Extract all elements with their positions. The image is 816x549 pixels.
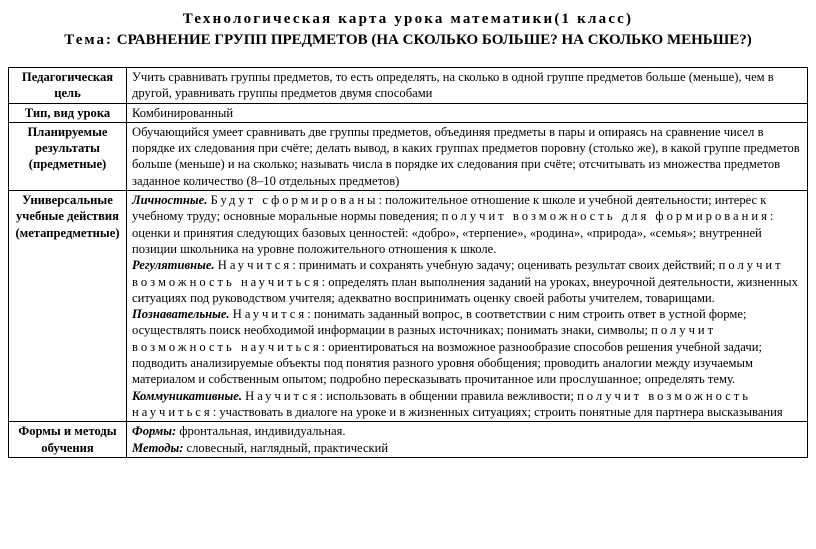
personal-text-1: : положительное отношение к школе и учебной деятельности; интерес к учебному труду; основные моральные нормы поведения; [132,193,767,224]
personal-block [132,192,803,257]
forms-line [132,423,803,439]
results-label: Планируемые результаты (предметные) [9,122,127,190]
cognitive-title: Познавательные. [132,307,230,322]
regulative-keyword-2: получит возможность научиться [132,258,784,289]
forms-text: фронтальная, индивидуальная. [176,424,346,439]
table-row [9,122,808,190]
personal-title: Личностные. [132,193,208,208]
communicative-block [132,388,803,421]
regulative-block [132,257,803,306]
cognitive-text-1: : понимать заданный вопрос, в соответствии с ним строить ответ в устной форме; осуществлять поиск необходимой информации в разных источниках; понимать знаки, символы; [132,307,747,338]
methods-title: Методы: [132,440,184,455]
cognitive-text-2: : ориентироваться на возможное разнообразие способов решения учебной задачи; подводить анализируемые объекты под понятия разного уровня обобщения; проводить аналогии между изучаемым материалом и собственным опытом; подробно пересказывать прочитанное или прослушанное; определять тему. [132,339,762,387]
regulative-title: Регулятивные. [132,258,215,273]
regulative-text-1: : принимать и сохранять учебную задачу; оценивать результат своих действий; [292,258,716,273]
topic-text: СРАВНЕНИЕ ГРУПП ПРЕДМЕТОВ (НА СКОЛЬКО БОЛЬШЕ? НА СКОЛЬКО МЕНЬШЕ?) [112,32,752,48]
forms-title: Формы: [132,424,177,439]
forms-label: Формы и методы обучения [9,422,127,458]
uud-label: Универсальные учебные действия (метапредметные) [9,191,127,422]
personal-keyword-2: получит возможность для формирования [441,209,770,224]
goal-label: Педагогическая цель [9,68,127,104]
communicative-text-2: : участвовать в диалоге на уроке и в жизненных ситуациях; строить понятные для партнера высказывания [212,404,783,419]
communicative-keyword-1: Научится [245,388,320,403]
communicative-text-1: : использовать в общении правила вежливости; [319,388,574,403]
table-row [9,103,808,122]
table-row [9,191,808,422]
personal-text-2: : оценки и принятия следующих базовых ценностей: «добро», «терпение», «родина», «природа», «семья»; внутренней позиции школьника на уровне положительного отношения к школе. [132,209,774,256]
cognitive-keyword-1: Научится [232,307,308,322]
cognitive-block [132,306,803,387]
goal-text: Учить сравнивать группы предметов, то есть определять, на сколько в одной группе предметов больше (меньше), чем в другой, уравнивать группы предметов двумя способами [127,68,808,104]
communicative-title: Коммуникативные. [132,388,242,403]
communicative-keyword-2: получит возможность научиться [132,388,752,419]
uud-content [127,191,808,422]
cognitive-keyword-2: получит возможность научиться [132,323,717,354]
results-text: Обучающийся умеет сравнивать две группы предметов, объединяя предметы в пары и опираясь на сравнение чисел в порядке их следования при счёте; делать вывод, в каких группах предметов поровну (столько же), в какой группе предметов больше (меньше) и на сколько; называть числа в порядке их следования при счёте; отсчитывать из множества предметов заданное количество (8–10 отдельных предметов) [127,122,808,190]
personal-keyword-1: Будут сформированы [210,193,379,208]
type-text: Комбинированный [127,103,808,122]
topic-prefix: Тема: [64,32,113,48]
methods-text: словесный, наглядный, практический [183,440,389,455]
type-label: Тип, вид урока [9,103,127,122]
methods-line [132,440,803,456]
regulative-text-2: : определять план выполнения заданий на уроках, внеурочной деятельности, жизненных ситуациях под руководством учителя; адекватно воспринимать оценку своей работы учителем, товарищами. [132,274,798,305]
lesson-topic [0,31,816,49]
lesson-plan-table [8,67,808,458]
table-row [9,68,808,104]
document-title: Технологическая карта урока математики(1 класс) [182,11,634,27]
regulative-keyword-1: Научится [217,258,293,273]
forms-content [127,422,808,458]
table-row [9,422,808,458]
